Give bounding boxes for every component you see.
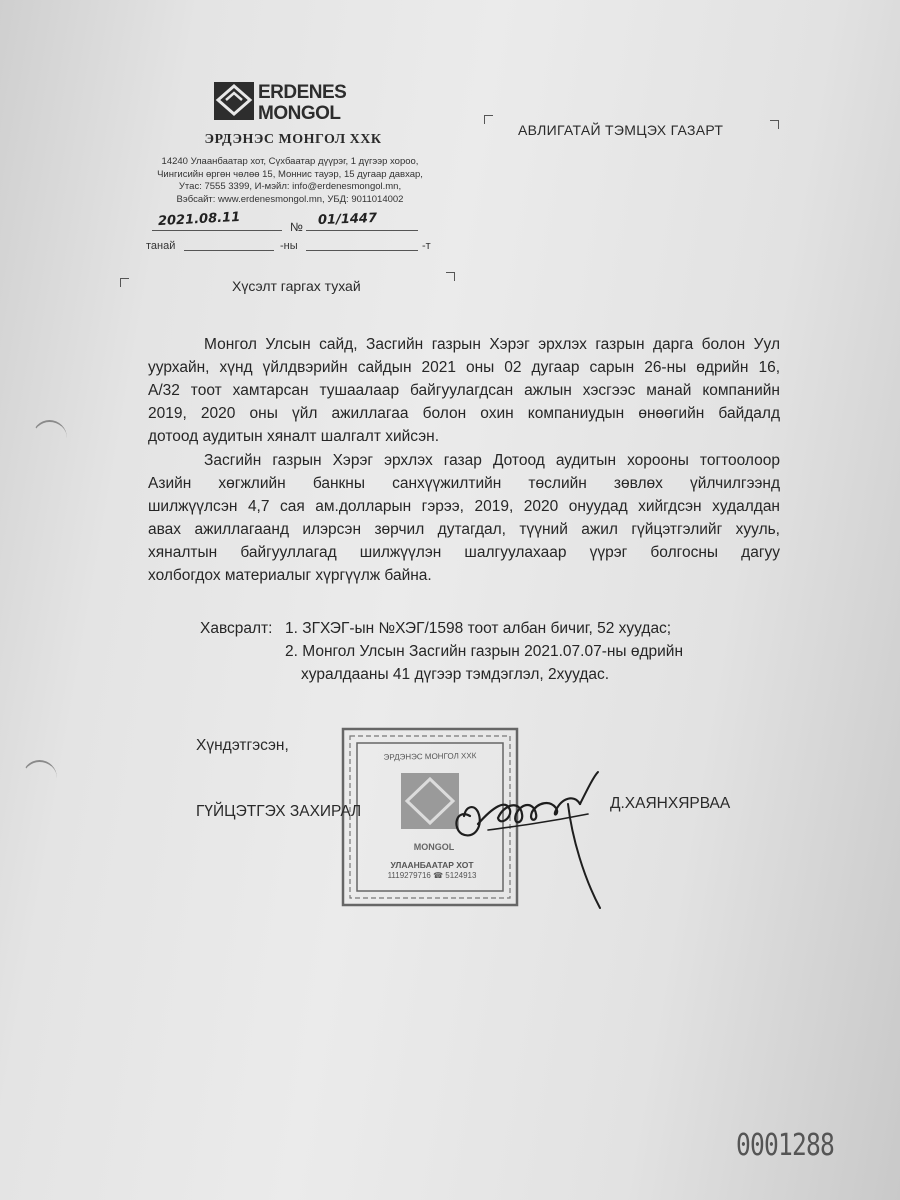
stamp-city: УЛААНБААТАР ХОТ	[390, 860, 474, 870]
paragraph-line: уурхайн, хүнд үйлдвэрийн сайдын 2021 оны 02 дугаар сарын 26-ны өдрийн 16,	[148, 359, 780, 376]
handwritten-signature	[448, 768, 608, 913]
company-name: ЭРДЭНЭС МОНГОЛ ХХК	[204, 132, 382, 147]
logo-line2: MONGOL	[258, 103, 341, 122]
letter-date: 2021.08.11	[157, 209, 241, 230]
letter-subject: Хүсэлт гаргах тухай	[232, 278, 361, 294]
signatory-name: Д.ХАЯНХЯРВАА	[610, 795, 731, 812]
number-sign: №	[290, 220, 303, 234]
corner-mark	[484, 115, 493, 124]
recipient: АВЛИГАТАЙ ТЭМЦЭХ ГАЗАРТ	[518, 122, 724, 138]
stamp-top-text: ЭРДЭНЭС МОНГОЛ ХХК	[383, 751, 477, 762]
paragraph-line: А/32 тоот хамтарсан тушаалаар байгуулагдсан ажлын хэсгээс манай компанийн	[148, 382, 780, 399]
attachments-label: Хавсралт:	[200, 620, 273, 637]
letter-number: 01/1447	[317, 210, 378, 229]
paragraph-line: 2019, 2020 оны үйл ажиллагаа болон охин компаниудын өнөөгийн байдалд	[148, 405, 780, 422]
corner-mark	[120, 278, 129, 287]
paragraph-line: Азийн хөгжлийн банкны санхүүжилтийн төслийн зөвлөх үйлчилгээнд	[148, 475, 780, 492]
tanai-underline	[184, 250, 274, 251]
attachment-item-1: 1. ЗГХЭГ-ын №ХЭГ/1598 тоот албан бичиг, 52 хуудас;	[285, 620, 672, 637]
attachment-item-2: 2. Монгол Улсын Засгийн газрын 2021.07.07-ны өдрийн	[285, 643, 684, 660]
paragraph-line: авах ажиллагаанд илэрсэн зөрчил дутагдал, түүний ажил гүйцэтгэлийг хууль,	[148, 521, 780, 538]
logo-line1: ERDENES	[258, 82, 347, 103]
label-t: -т	[422, 240, 431, 252]
stamp-number: 1119279716 ☎ 5124913	[387, 871, 477, 880]
body-paragraph-2	[148, 449, 780, 587]
erdenes-mongol-logo	[214, 80, 364, 122]
label-ny: -ны	[280, 240, 298, 252]
paragraph-line: Монгол Улсын сайд, Засгийн газрын Хэрэг эрхлэх газрын дарга болон Уул	[204, 336, 780, 353]
ny-underline	[306, 250, 418, 251]
address-line: 14240 Улаанбаатар хот, Сүхбаатар дүүрэг, 1 дүгээр хороо,	[161, 156, 419, 167]
paragraph-line: шилжүүлсэн 4,7 сая ам.долларын гэрээ, 2019, 2020 онуудад хийгдсэн худалдан	[148, 498, 780, 515]
signatory-position: ГҮЙЦЭТГЭХ ЗАХИРАЛ	[196, 803, 362, 820]
attachment-item-2-cont: хуралдааны 41 дүгээр тэмдэглэл, 2хуудас.	[301, 666, 610, 683]
body-paragraph-1	[148, 333, 780, 448]
address-line: Вэбсайт: www.erdenesmongol.mn, УБД: 9011014002	[176, 193, 404, 205]
paragraph-line: хяналтын байгууллагад шилжүүлэн шалгуулахаар үүрэг болгосны дагуу	[148, 544, 780, 561]
company-address	[130, 156, 450, 206]
closing-salutation: Хүндэтгэсэн,	[196, 737, 289, 754]
label-tanai: танай	[146, 240, 176, 252]
punch-hole-mark	[32, 420, 67, 456]
corner-mark	[446, 272, 455, 281]
paragraph-line: Засгийн газрын Хэрэг эрхлэх газар Дотоод аудитын хорооны тогтоолоор	[204, 452, 780, 469]
date-underline	[152, 230, 282, 231]
paragraph-line: дотоод аудитын хяналт шалгалт хийсэн.	[148, 428, 440, 445]
page-number: 0001288	[736, 1128, 834, 1163]
number-underline	[306, 230, 418, 231]
paragraph-line: холбогдох материалыг хүргүүлж байна.	[148, 567, 432, 584]
address-line: Чингисийн өргөн чөлөө 15, Моннис тауэр, 15 дугаар давхар,	[157, 168, 423, 180]
address-line: Утас: 7555 3399, И-мэйл: info@erdenesmongol.mn,	[178, 181, 402, 192]
corner-mark	[770, 120, 779, 129]
stamp-logo-text: MONGOL	[413, 842, 455, 852]
punch-hole-mark	[22, 760, 57, 796]
